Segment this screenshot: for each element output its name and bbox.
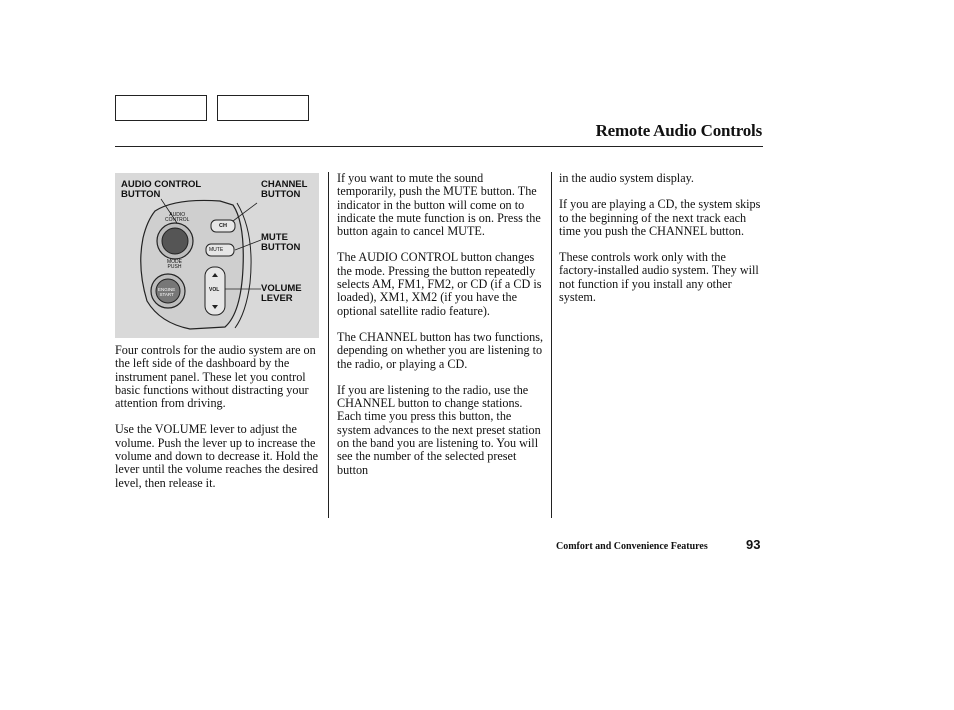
column-1 xyxy=(115,344,323,503)
footer-section-title: Comfort and Convenience Features xyxy=(556,541,708,552)
mode-push-text: MODE PUSH xyxy=(167,259,182,270)
paragraph: Use the VOLUME lever to adjust the volume. Push the lever up to increase the volume and down to decrease it. Hold the lever until the volume reaches the desired level, then release it. xyxy=(115,422,319,490)
ch-button-text: CH xyxy=(219,223,227,229)
paragraph: The AUDIO CONTROL button changes the mode. Pressing the button repeatedly selects AM, FM1, FM2, or CD (if a CD is loaded), XM1, XM2 (if you have the optional satellite radio feature). xyxy=(337,250,542,318)
paragraph: Four controls for the audio system are on the left side of the dashboard by the instrument panel. These let you control basic functions without distracting your attention from driving. xyxy=(115,343,316,411)
audio-control-button-label: AUDIO CONTROL BUTTON xyxy=(121,179,202,200)
column-3 xyxy=(559,172,764,317)
nav-button-2[interactable] xyxy=(217,95,309,121)
paragraph: If you want to mute the sound temporarily, push the MUTE button. The indicator in the button will come on to indicate the mute function is on. Press the button again to cancel MUTE. xyxy=(337,171,541,239)
engine-start-text: ENGINE START xyxy=(158,287,176,297)
mute-button-text: MUTE xyxy=(209,247,224,253)
paragraph: These controls work only with the factory-installed audio system. They will not function if you install any other system. xyxy=(559,250,759,305)
volume-lever-label: VOLUME LEVER xyxy=(261,283,302,304)
paragraph: If you are playing a CD, the system skips to the beginning of the next track each time you push the CHANNEL button. xyxy=(559,197,761,238)
audio-control-knob-text: AUDIO CONTROL xyxy=(165,212,190,223)
paragraph: The CHANNEL button has two functions, depending on whether you are listening to the radio, or playing a CD. xyxy=(337,329,544,371)
channel-button-label: CHANNEL BUTTON xyxy=(261,179,308,200)
audio-controls-figure xyxy=(115,173,319,338)
column-2 xyxy=(337,172,545,490)
page-title: Remote Audio Controls xyxy=(595,121,762,140)
vol-lever-text: VOL xyxy=(209,287,220,293)
page-number: 93 xyxy=(746,537,761,552)
column-divider xyxy=(328,172,329,518)
paragraph: If you are listening to the radio, use the CHANNEL button to change stations. Each time you press this button, the system advances to the next preset station on the band you are listening to. You will see the number of the selected preset button xyxy=(337,382,541,477)
paragraph: in the audio system display. xyxy=(559,171,694,185)
nav-button-1[interactable] xyxy=(115,95,207,121)
column-divider xyxy=(551,172,552,518)
title-rule xyxy=(115,146,763,147)
mute-button-label: MUTE BUTTON xyxy=(261,232,301,253)
